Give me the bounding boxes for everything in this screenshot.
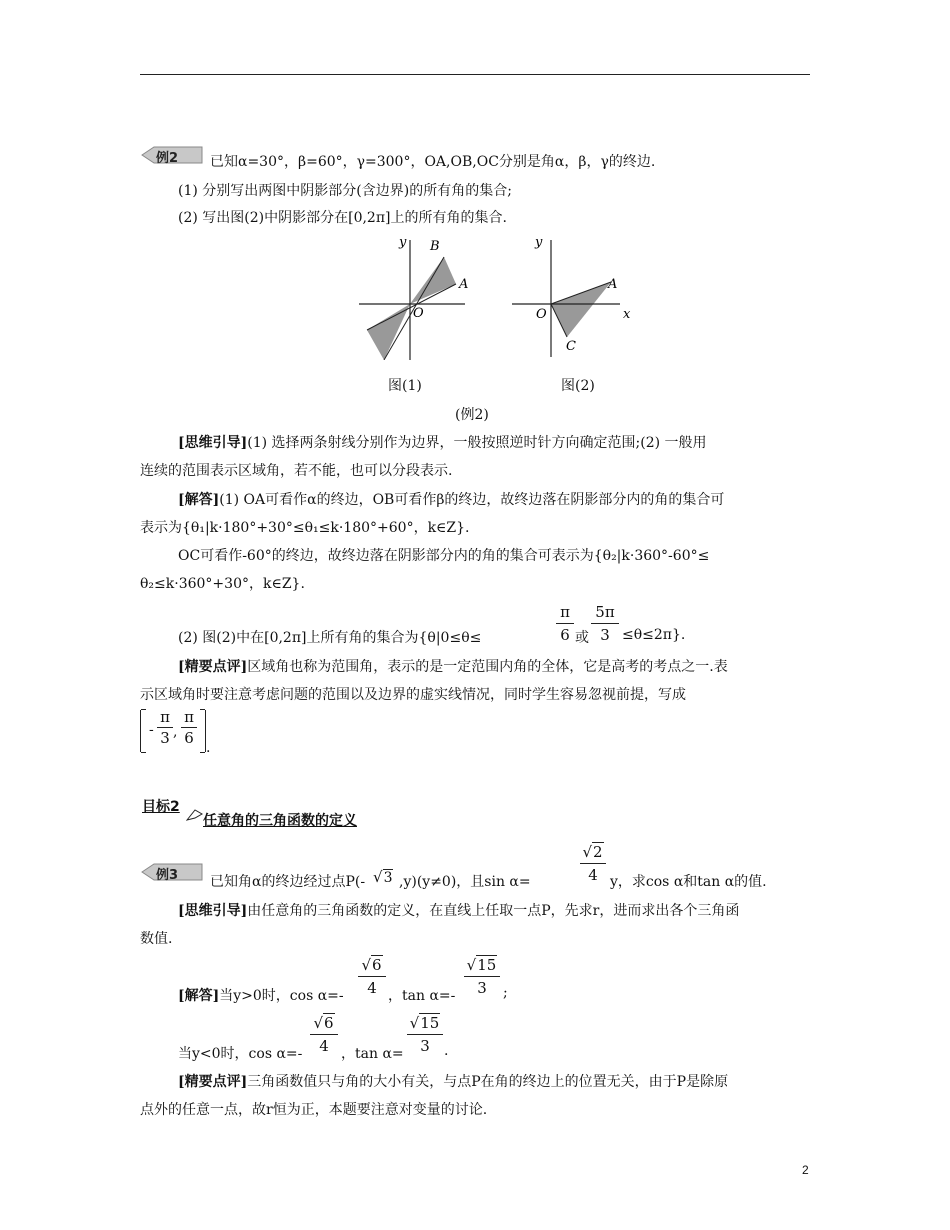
answer-text: (1) OA可看作α的终边，OB可看作β的终边，故终边落在阴影部分内的角的集合可 (219, 492, 725, 508)
fraction-bar (464, 976, 500, 977)
fig2-O-label: O (536, 307, 547, 322)
fig1-O-label: O (413, 306, 424, 321)
fraction-denominator: 3 (477, 979, 487, 997)
example-3-answer-line-2: 当y<0时，cos α=- (178, 1046, 303, 1062)
answer-period: . (444, 1043, 449, 1059)
sqrt-radicand: 15 (420, 1014, 440, 1032)
fraction-sqrt6-over-4: √6 4 (310, 1013, 338, 1056)
fraction-denominator: 4 (319, 1037, 329, 1055)
fraction-bar (358, 976, 386, 977)
fig1-y-label: y (399, 235, 407, 250)
fraction-numerator: π (160, 708, 170, 726)
example-2-answer-line-4: θ₂≤k·360°+30°，k∈Z}. (140, 576, 305, 592)
fig2-shaded (551, 282, 611, 337)
example-2-line-1: 已知α=30°，β=60°，γ=300°，OA,OB,OC分别是角α，β，γ的终边. (210, 154, 656, 170)
example-2-line-2: (1) 分别写出两图中阴影部分(含边界)的所有角的集合; (178, 183, 512, 199)
fraction-denominator: 4 (588, 866, 598, 884)
fig1-shaded-upper (410, 257, 456, 304)
example-3-guide-line-2: 数值. (140, 931, 173, 947)
fraction-denominator: 3 (420, 1037, 430, 1055)
fig1-B-label: B (430, 239, 440, 254)
example-3-comment-line-2: 点外的任意一点，故r恒为正，本题要注意对变量的讨论. (140, 1102, 488, 1118)
figure-1 (355, 232, 480, 360)
badge-label: 例3 (156, 868, 179, 883)
example-2-guide-line-2: 连续的范围表示区域角，若不能，也可以分段表示. (140, 463, 453, 479)
answer-or: 或 (575, 630, 589, 646)
fig2-x-label: x (623, 307, 631, 322)
fraction-bar (157, 727, 173, 728)
example-3-guide-line-1 (178, 900, 739, 920)
example-3-answer-line-1 (178, 985, 344, 1005)
sqrt-radicand: 6 (372, 956, 382, 974)
sqrt-radicand: 3 (383, 870, 393, 886)
example-2-answer-line-2: 表示为{θ₁|k·180°+30°≤θ₁≤k·180°+60°，k∈Z}. (140, 520, 470, 536)
answer-tan-prefix-2: ，tan α= (341, 1046, 404, 1062)
interval-minus: - (149, 722, 154, 738)
answer-tan-prefix: ，tan α=- (388, 988, 456, 1004)
fraction-denominator: 6 (184, 729, 194, 747)
fraction-denominator: 4 (367, 979, 377, 997)
figure-2 (508, 232, 638, 360)
sqrt-radicand: 2 (593, 843, 603, 861)
fraction-bar (407, 1034, 443, 1035)
fraction-bar (580, 863, 606, 864)
guide-label: [思维引导] (178, 903, 248, 919)
fraction-pi-over-6 (556, 602, 574, 645)
goal-arrow-icon (186, 806, 204, 822)
example-2-answer-line-5b: ≤θ≤2π}. (622, 627, 686, 643)
comment-label: [精要点评] (178, 659, 248, 675)
answer-label: [解答] (178, 988, 220, 1004)
answer-semicolon: ; (503, 985, 508, 1001)
example-3-line-1b: ,y)(y≠0)，且sin α= (399, 874, 531, 890)
answer-text: 当y>0时，cos α=- (219, 988, 344, 1004)
fraction-sqrt6-over-4: √6 4 (358, 955, 386, 998)
interval-period: . (206, 740, 211, 756)
fraction-numerator: π (560, 603, 570, 621)
example-3-line-1a: 已知角α的终边经过点P(- (210, 874, 366, 890)
answer-label: [解答] (178, 492, 220, 508)
example-2-answer-line-1 (178, 489, 724, 509)
guide-text: (1) 选择两条射线分别作为边界，一般按照逆时针方向确定范围;(2) 一般用 (247, 435, 707, 451)
fraction-sqrt2-over-4: √2 4 (580, 842, 606, 885)
fraction-bar (556, 623, 574, 624)
example-2-comment-line-2: 示区域角时要注意考虑问题的范围以及边界的虚实线情况，同时学生容易忽视前提，写成 (140, 687, 686, 703)
badge-label: 例2 (156, 151, 179, 166)
page-number: 2 (802, 1163, 809, 1177)
example-3-line-1c: y，求cos α和tan α的值. (610, 874, 767, 890)
interval-left-fraction (157, 708, 173, 747)
fraction-5pi-over-3 (591, 602, 619, 645)
sqrt-radicand: 15 (477, 956, 497, 974)
fraction-denominator: 3 (600, 626, 610, 644)
fraction-bar (310, 1034, 338, 1035)
comment-text: 三角函数值只与角的大小有关，与点P在角的终边上的位置无关，由于P是除原 (247, 1074, 729, 1090)
guide-label: [思维引导] (178, 435, 248, 451)
fraction-numerator: π (184, 708, 194, 726)
sqrt-3: √3 (373, 868, 393, 886)
sqrt-radicand: 6 (324, 1014, 334, 1032)
comment-label: [精要点评] (178, 1074, 248, 1090)
fraction-numerator: 5π (595, 603, 615, 621)
fraction-denominator: 3 (160, 729, 170, 747)
fig1-A-label: A (459, 277, 469, 292)
fraction-denominator: 6 (560, 626, 570, 644)
fig2-y-label: y (535, 235, 543, 250)
fraction-bar (181, 727, 197, 728)
interval-right-fraction (181, 708, 197, 747)
example-2-comment-line-1 (178, 656, 728, 676)
example-3-comment-line-1 (178, 1071, 728, 1091)
guide-text: 由任意角的三角函数的定义，在直线上任取一点P，先求r，进而求出各个三角函 (247, 903, 740, 919)
comment-text: 区域角也称为范围角，表示的是一定范围内角的全体，它是高考的考点之一.表 (247, 659, 728, 675)
fraction-sqrt15-over-3: √15 3 (464, 955, 500, 998)
example-2-line-3: (2) 写出图(2)中阴影部分在[0,2π]上的所有角的集合. (178, 210, 507, 226)
header-rule (140, 74, 810, 75)
fig2-A-label: A (608, 277, 618, 292)
fraction-sqrt15-over-3: √15 3 (407, 1013, 443, 1056)
goal-2-label: 目标2 (142, 799, 180, 815)
example-2-guide-line-1 (178, 432, 707, 452)
interval-comma: , (173, 724, 178, 740)
fraction-bar (591, 623, 619, 624)
example-2-badge (140, 145, 210, 165)
fig1-ray-OA (367, 284, 456, 330)
figure-1-caption: 图(1) (388, 378, 422, 394)
example-2-answer-line-5a: (2) 图(2)中在[0,2π]上所有角的集合为{θ|0≤θ≤ (178, 630, 482, 646)
figure-group-caption: (例2) (455, 407, 489, 423)
example-3-badge (140, 862, 210, 882)
example-2-answer-line-3: OC可看作-60°的终边，故终边落在阴影部分内的角的集合可表示为{θ₂|k·360°-60°≤ (178, 548, 710, 564)
figure-2-caption: 图(2) (561, 378, 595, 394)
goal-2-title: 任意角的三角函数的定义 (203, 813, 357, 829)
fig2-C-label: C (566, 339, 576, 354)
